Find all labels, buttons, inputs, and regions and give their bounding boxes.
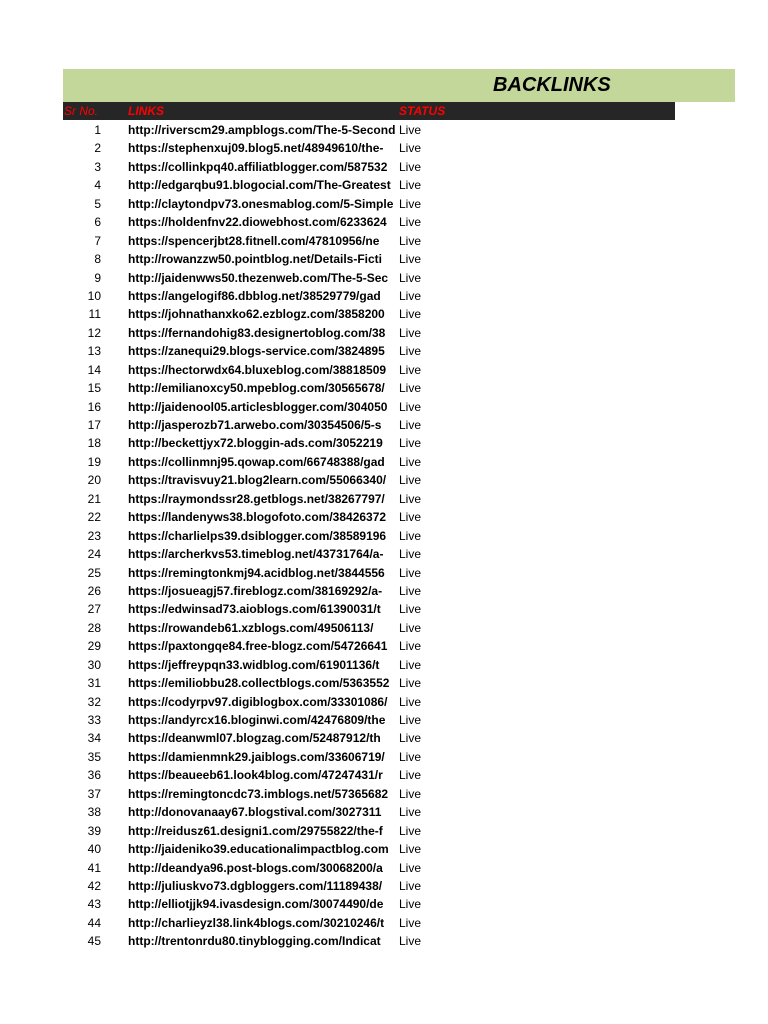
table-row (63, 158, 675, 176)
sr-no-cell: 34 (87, 731, 101, 746)
table-row (63, 545, 675, 563)
sr-no-cell: 28 (87, 620, 101, 635)
sr-no-cell: 30 (87, 657, 101, 672)
table-row (63, 361, 675, 379)
status-cell: Live (399, 399, 422, 414)
status-cell: Live (399, 639, 422, 654)
status-cell: Live (399, 215, 422, 230)
sr-no-cell: 7 (94, 233, 101, 248)
status-cell: Live (399, 547, 422, 562)
table-row (63, 637, 675, 655)
table-row (63, 305, 675, 323)
link-cell[interactable]: https://holdenfnv22.diowebhost.com/6233624 (128, 215, 387, 230)
header-sr-no: Sr No. (64, 104, 99, 118)
sr-no-cell: 21 (87, 491, 101, 506)
link-cell[interactable]: https://landenyws38.blogofoto.com/38426372 (128, 510, 387, 525)
status-cell: Live (399, 528, 422, 543)
link-cell[interactable]: http://beckettjyx72.bloggin-ads.com/3052219 (128, 436, 383, 451)
table-row (63, 232, 675, 250)
status-cell: Live (399, 786, 422, 801)
status-cell: Live (399, 436, 422, 451)
table-row (63, 859, 675, 877)
table-row (63, 619, 675, 637)
status-cell: Live (399, 159, 422, 174)
sr-no-cell: 12 (87, 325, 101, 340)
status-cell: Live (399, 491, 422, 506)
sr-no-cell: 41 (87, 860, 101, 875)
link-cell[interactable]: http://jaidenool05.articlesblogger.com/304050 (128, 399, 388, 414)
table-row (63, 416, 675, 434)
table-row (63, 269, 675, 287)
link-cell[interactable]: http://riverscm29.ampblogs.com/The-5-Second (128, 123, 396, 137)
status-cell: Live (399, 620, 422, 635)
sr-no-cell: 29 (87, 639, 101, 654)
sr-no-cell: 2 (94, 141, 101, 156)
link-cell[interactable]: https://andyrcx16.bloginwi.com/42476809/the (128, 713, 386, 727)
status-cell: Live (399, 878, 422, 893)
table-row (63, 121, 675, 139)
sr-no-cell: 40 (87, 842, 101, 857)
status-cell: Live (399, 602, 422, 617)
status-cell: Live (399, 768, 422, 783)
table-row (63, 287, 675, 305)
link-cell[interactable]: https://jeffreypqn33.widblog.com/61901136/t (128, 657, 380, 672)
table-row (63, 398, 675, 416)
sr-no-cell: 44 (87, 915, 101, 930)
sr-no-cell: 4 (94, 178, 101, 193)
sr-no-cell: 23 (87, 528, 101, 543)
sheet-title: BACKLINKS (493, 74, 611, 96)
sr-no-cell: 36 (87, 768, 101, 783)
status-cell: Live (399, 178, 422, 193)
table-row (63, 527, 675, 545)
status-cell: Live (399, 915, 422, 930)
link-cell[interactable]: http://charlieyzl38.link4blogs.com/30210246/t (128, 915, 385, 930)
link-cell[interactable]: http://emilianoxcy50.mpeblog.com/30565678/ (128, 381, 385, 396)
status-cell: Live (399, 657, 422, 672)
table-row (63, 656, 675, 674)
sr-no-cell: 27 (87, 602, 101, 617)
status-cell: Live (399, 270, 422, 285)
link-cell[interactable]: https://angelogif86.dbblog.net/38529779/gad (128, 288, 381, 303)
link-cell[interactable]: https://stephenxuj09.blog5.net/48949610/the- (128, 141, 384, 156)
table-row (63, 766, 675, 784)
status-cell: Live (399, 510, 422, 525)
table-row (63, 729, 675, 747)
table-row (63, 895, 675, 913)
status-cell: Live (399, 694, 422, 709)
status-cell: Live (399, 565, 422, 580)
status-cell: Live (399, 934, 422, 949)
status-cell: Live (399, 713, 422, 727)
table-row (63, 693, 675, 711)
table-row (63, 600, 675, 618)
status-cell: Live (399, 325, 422, 340)
link-cell[interactable]: http://juliuskvo73.dgbloggers.com/11189438/ (128, 878, 383, 893)
link-cell[interactable]: https://josueagj57.fireblogz.com/38169292/a- (128, 583, 383, 598)
sr-no-cell: 13 (87, 344, 101, 359)
link-cell[interactable]: https://damienmnk29.jaiblogs.com/33606719/ (128, 749, 385, 764)
sr-no-cell: 33 (87, 713, 101, 727)
table-row (63, 324, 675, 342)
sr-no-cell: 17 (87, 418, 101, 432)
link-cell[interactable]: http://claytondpv73.onesmablog.com/5-Simple (128, 196, 394, 211)
status-cell: Live (399, 381, 422, 396)
link-cell[interactable]: http://jasperozb71.arwebo.com/30354506/5-s (128, 418, 382, 432)
table-row (63, 711, 675, 729)
table-row (63, 803, 675, 821)
table-row (63, 379, 675, 397)
sr-no-cell: 31 (87, 676, 101, 691)
table-row (63, 877, 675, 895)
status-cell: Live (399, 583, 422, 598)
table-row (63, 822, 675, 840)
status-cell: Live (399, 473, 422, 488)
link-cell[interactable]: http://jaidenwws50.thezenweb.com/The-5-Sec (128, 270, 389, 285)
status-cell: Live (399, 307, 422, 322)
table-row (63, 785, 675, 803)
status-cell: Live (399, 897, 422, 912)
link-cell[interactable]: https://fernandohig83.designertoblog.com/38 (128, 325, 386, 340)
sr-no-cell: 15 (87, 381, 101, 396)
sr-no-cell: 38 (87, 805, 101, 820)
status-cell: Live (399, 288, 422, 303)
sr-no-cell: 19 (87, 454, 101, 469)
table-row (63, 508, 675, 526)
link-cell[interactable]: https://travisvuy21.blog2learn.com/55066340/ (128, 473, 387, 488)
status-cell: Live (399, 805, 422, 820)
table-row (63, 453, 675, 471)
status-cell: Live (399, 141, 422, 156)
table-row (63, 195, 675, 213)
table-row (63, 471, 675, 489)
link-cell[interactable]: http://donovanaay67.blogstival.com/3027311 (128, 805, 382, 820)
header-links: LINKS (128, 104, 164, 118)
sr-no-cell: 1 (94, 123, 101, 137)
status-cell: Live (399, 842, 422, 857)
table-row (63, 342, 675, 360)
link-cell[interactable]: http://trentonrdu80.tinyblogging.com/Indicat (128, 934, 381, 949)
link-cell[interactable]: http://reidusz61.designi1.com/29755822/the-f (128, 823, 383, 838)
sr-no-cell: 14 (87, 362, 101, 377)
sr-no-cell: 37 (87, 786, 101, 801)
link-cell[interactable]: http://elliotjjk94.ivasdesign.com/30074490/de (128, 897, 384, 912)
table-row (63, 250, 675, 268)
link-cell[interactable]: https://charlielps39.dsiblogger.com/38589196 (128, 528, 387, 543)
sr-no-cell: 35 (87, 749, 101, 764)
sr-no-cell: 20 (87, 473, 101, 488)
table-row (63, 674, 675, 692)
status-cell: Live (399, 676, 422, 691)
link-cell[interactable]: https://zanequi29.blogs-service.com/3824895 (128, 344, 385, 359)
status-cell: Live (399, 731, 422, 746)
sr-no-cell: 3 (94, 159, 101, 174)
status-cell: Live (399, 454, 422, 469)
link-cell[interactable]: https://remingtonkmj94.acidblog.net/3844556 (128, 565, 385, 580)
status-cell: Live (399, 344, 422, 359)
sr-no-cell: 43 (87, 897, 101, 912)
link-cell[interactable]: https://collinkpq40.affiliatblogger.com/587532 (128, 159, 388, 174)
table-row (63, 213, 675, 231)
link-cell[interactable]: https://emiliobbu28.collectblogs.com/5363552 (128, 676, 390, 691)
sr-no-cell: 45 (87, 934, 101, 949)
table-row (63, 434, 675, 452)
table-row (63, 748, 675, 766)
sr-no-cell: 25 (87, 565, 101, 580)
table-row (63, 490, 675, 508)
status-cell: Live (399, 252, 422, 267)
sr-no-cell: 42 (87, 878, 101, 893)
link-cell[interactable]: https://archerkvs53.timeblog.net/43731764/a- (128, 547, 384, 562)
link-cell[interactable]: https://beaueeb61.look4blog.com/47247431/r (128, 768, 383, 783)
status-cell: Live (399, 196, 422, 211)
link-cell[interactable]: http://jaideniko39.educationalimpactblog.com (128, 842, 389, 857)
sr-no-cell: 26 (87, 583, 101, 598)
table-row (63, 932, 675, 950)
sr-no-cell: 9 (94, 270, 101, 285)
sr-no-cell: 11 (88, 307, 101, 322)
status-cell: Live (399, 362, 422, 377)
status-cell: Live (399, 860, 422, 875)
link-cell[interactable]: https://rowandeb61.xzblogs.com/49506113/ (128, 620, 374, 635)
link-cell[interactable]: https://johnathanxko62.ezblogz.com/3858200 (128, 307, 385, 322)
sr-no-cell: 39 (87, 823, 101, 838)
link-cell[interactable]: http://edgarqbu91.blogocial.com/The-Greatest (128, 178, 391, 193)
link-cell[interactable]: http://deandya96.post-blogs.com/30068200/a (128, 860, 383, 875)
link-cell[interactable]: http://rowanzzw50.pointblog.net/Details-Ficti (128, 252, 382, 267)
table-row (63, 840, 675, 858)
link-cell[interactable]: https://deanwml07.blogzag.com/52487912/th (128, 731, 381, 746)
table-row (63, 564, 675, 582)
status-cell: Live (399, 123, 422, 137)
link-cell[interactable]: https://raymondssr28.getblogs.net/38267797/ (128, 491, 385, 506)
sr-no-cell: 8 (94, 252, 101, 267)
sr-no-cell: 18 (87, 436, 101, 451)
table-row (63, 914, 675, 932)
title-row (63, 69, 735, 102)
status-cell: Live (399, 233, 422, 248)
header-row (63, 102, 675, 120)
sr-no-cell: 5 (94, 196, 101, 211)
backlinks-table-body (63, 121, 675, 951)
link-cell[interactable]: https://hectorwdx64.bluxeblog.com/38818509 (128, 362, 387, 377)
sr-no-cell: 22 (87, 510, 101, 525)
sr-no-cell: 16 (87, 399, 101, 414)
table-row (63, 582, 675, 600)
sr-no-cell: 6 (94, 215, 101, 230)
sr-no-cell: 10 (87, 288, 101, 303)
status-cell: Live (399, 749, 422, 764)
status-cell: Live (399, 823, 422, 838)
table-row (63, 139, 675, 157)
link-cell[interactable]: https://collinmnj95.qowap.com/66748388/gad (128, 454, 385, 469)
table-row (63, 176, 675, 194)
sr-no-cell: 32 (87, 694, 101, 709)
link-cell[interactable]: https://remingtoncdc73.imblogs.net/57365682 (128, 786, 389, 801)
status-cell: Live (399, 418, 422, 432)
header-status: STATUS (399, 104, 446, 118)
link-cell[interactable]: https://edwinsad73.aioblogs.com/61390031/t (128, 602, 381, 617)
link-cell[interactable]: https://paxtongqe84.free-blogz.com/54726641 (128, 639, 388, 654)
link-cell[interactable]: https://codyrpv97.digiblogbox.com/33301086/ (128, 694, 388, 709)
sr-no-cell: 24 (87, 547, 101, 562)
link-cell[interactable]: https://spencerjbt28.fitnell.com/47810956/ne (128, 233, 380, 248)
